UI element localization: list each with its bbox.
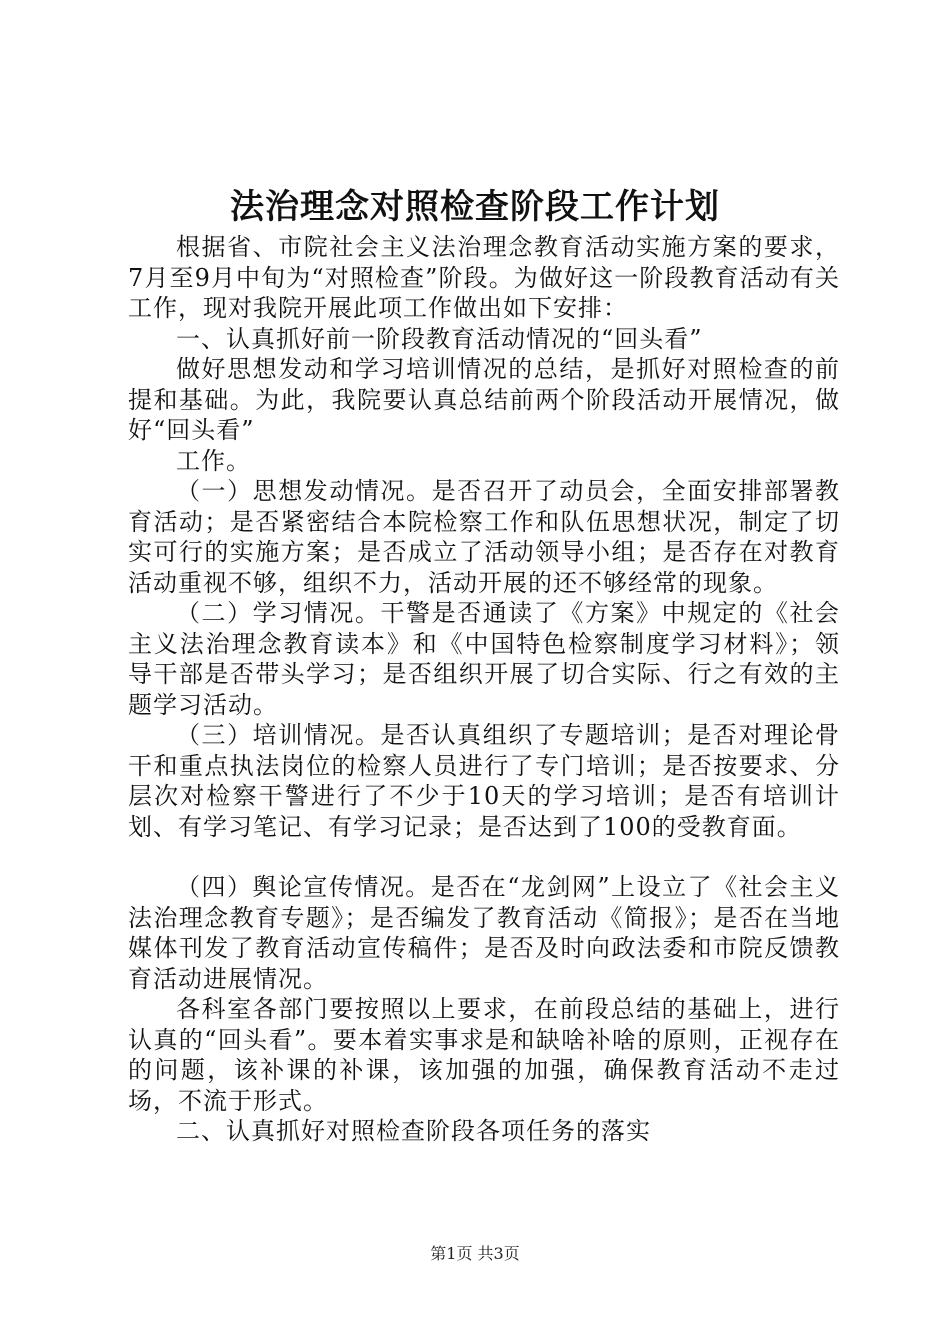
body-paragraph: 做好思想发动和学习培训情况的总结，是抓好对照检查的前提和基础。为此，我院要认真总结前两个阶段活动开展情况，做好“回头看” (128, 355, 840, 444)
page-indicator: 第1页 共3页 (430, 1244, 520, 1263)
body-paragraph: 各科室各部门要按照以上要求，在前段总结的基础上，进行认真的“回头看”。要本着实事求是和缺啥补啥的原则，正视存在的问题，该补课的补课，该加强的加强，确保教育活动不走过场，不流于形式。 (128, 995, 840, 1115)
item-paragraph-4: （四）舆论宣传情况。是否在“龙剑网”上设立了《社会主义法治理念教育专题》；是否编发了教育活动《简报》；是否在当地媒体刊发了教育活动宣传稿件；是否及时向政法委和市院反馈教育活动进展情况。 (128, 873, 840, 993)
section-heading-1: 一、认真抓好前一阶段教育活动情况的“回头看” (176, 324, 703, 353)
item-paragraph-1: （一）思想发动情况。是否召开了动员会，全面安排部署教育活动；是否紧密结合本院检察工作和队伍思想状况，制定了切实可行的实施方案；是否成立了活动领导小组；是否存在对教育活动重视不够，组织不力，活动开展的还不够经常的现象。 (128, 477, 840, 597)
intro-paragraph: 根据省、市院社会主义法治理念教育活动实施方案的要求，7月至9月中旬为“对照检查”阶段。为做好这一阶段教育活动有关工作，现对我院开展此项工作做出如下安排： (128, 233, 840, 322)
section-heading-2: 二、认真抓好对照检查阶段各项任务的落实 (176, 1117, 651, 1145)
document-body (128, 232, 840, 1147)
item-paragraph-3: （三）培训情况。是否认真组织了专题培训；是否对理论骨干和重点执法岗位的检察人员进行了专门培训；是否按要求、分层次对检察干警进行了不少于10天的学习培训；是否有培训计划、有学习笔记、有学习记录；是否达到了100的受教育面。 (128, 721, 840, 841)
body-paragraph: 工作。 (176, 446, 251, 475)
page-title: 法治理念对照检查阶段工作计划 (230, 187, 720, 227)
item-paragraph-2: （二）学习情况。干警是否通读了《方案》中规定的《社会主义法治理念教育读本》和《中国特色检察制度学习材料》；领导干部是否带头学习；是否组织开展了切合实际、行之有效的主题学习活动。 (128, 599, 840, 719)
